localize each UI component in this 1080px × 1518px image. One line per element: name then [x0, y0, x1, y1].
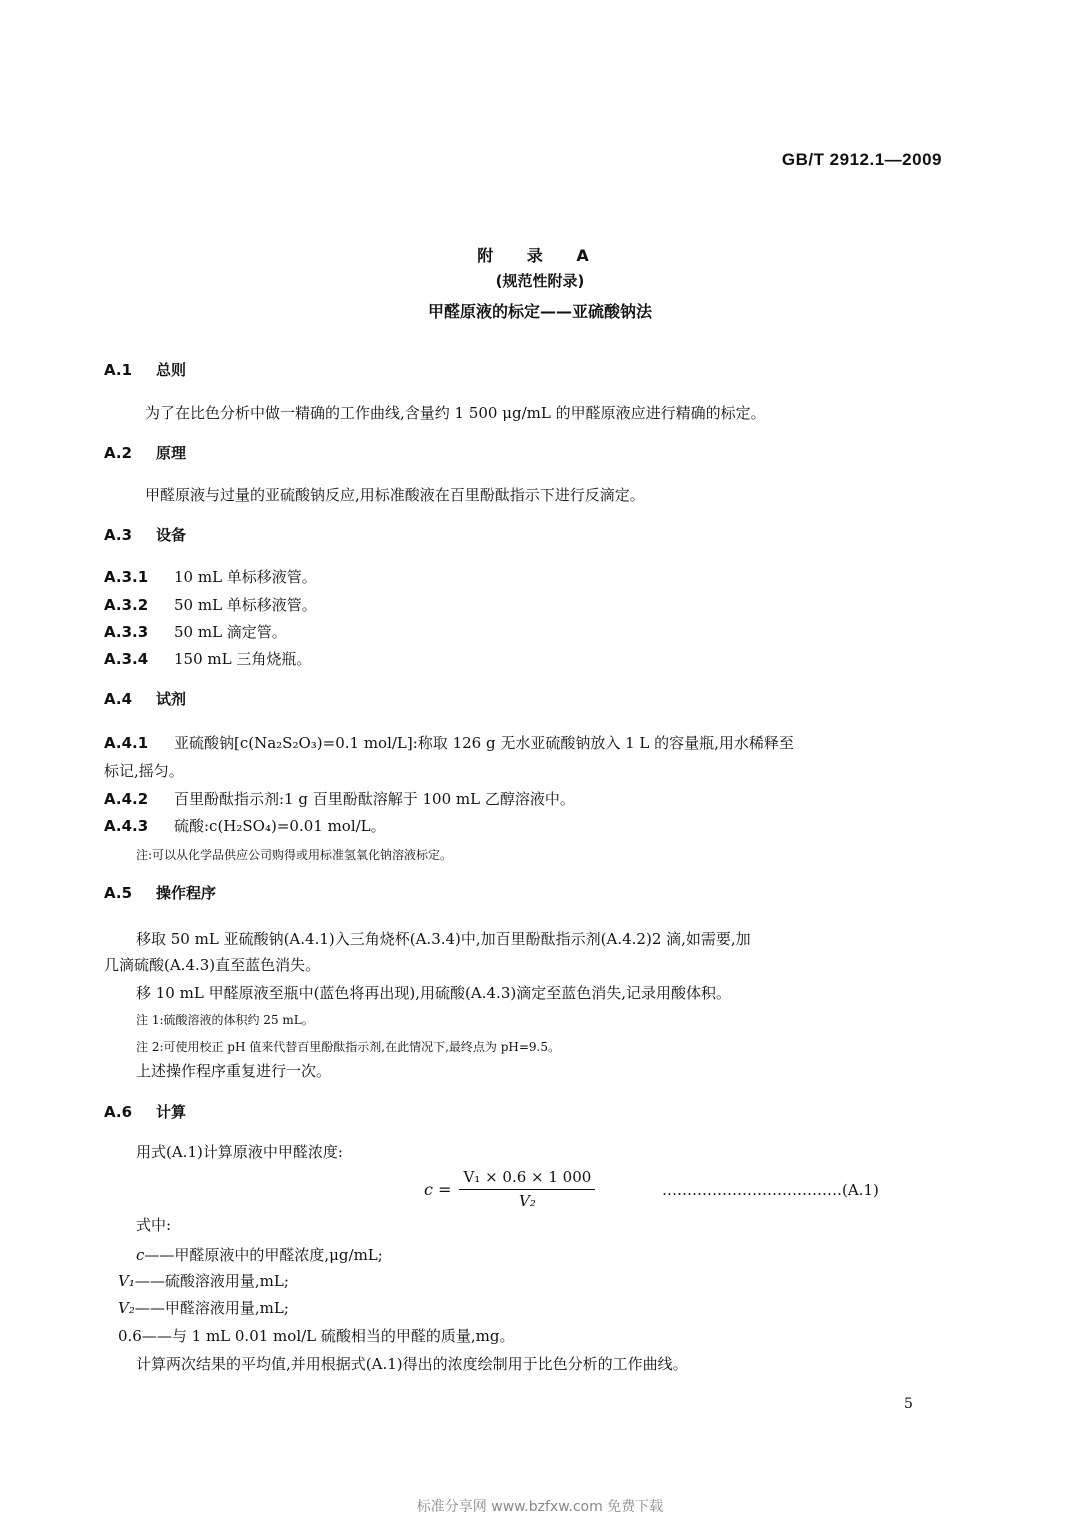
variable-symbol: V₁	[118, 1272, 135, 1290]
list-item	[104, 621, 287, 642]
item-text: 硫酸:c(H₂SO₄)=0.01 mol/L。	[174, 817, 386, 835]
section-number: A.2	[104, 444, 133, 462]
variable-description: ——甲醛原液中的甲醛浓度,μg/mL;	[144, 1246, 383, 1264]
variable-definition	[118, 1270, 289, 1291]
list-item	[104, 566, 317, 587]
procedure-note-1: 注 1:硫酸溶液的体积约 25 mL。	[136, 1013, 314, 1027]
item-text: 10 mL 单标移液管。	[174, 568, 317, 586]
section-number: A.4	[104, 690, 133, 708]
procedure-paragraph-1-cont: 几滴硫酸(A.4.3)直至蓝色消失。	[104, 956, 321, 974]
variable-description: ——与 1 mL 0.01 mol/L 硫酸相当的甲醛的质量,mg。	[141, 1327, 515, 1345]
formula-lhs: c =	[424, 1179, 452, 1199]
section-title: 总则	[156, 361, 187, 379]
section-title: 试剂	[156, 690, 187, 708]
section-number: A.3	[104, 526, 133, 544]
section-title: 操作程序	[156, 884, 217, 902]
variable-definition	[118, 1297, 289, 1318]
reagent-item-2	[104, 788, 575, 809]
section-a3-heading	[104, 524, 186, 545]
section-a4-heading	[104, 688, 186, 709]
reagent-note: 注:可以从化学品供应公司购得或用标准氢氧化钠溶液标定。	[136, 848, 453, 862]
formula-label	[662, 1181, 879, 1199]
item-number: A.3.2	[104, 596, 149, 614]
calculation-intro: 用式(A.1)计算原液中甲醛浓度:	[136, 1143, 343, 1161]
page-number: 5	[904, 1396, 913, 1412]
variable-definition	[118, 1325, 515, 1346]
item-number: A.4.2	[104, 790, 149, 808]
section-a5-heading	[104, 882, 216, 903]
section-a2-text: 甲醛原液与过量的亚硫酸钠反应,用标准酸液在百里酚酞指示下进行反滴定。	[145, 486, 645, 504]
variable-symbol: c	[136, 1246, 145, 1264]
variable-symbol: V₂	[118, 1299, 135, 1317]
section-a6-heading	[104, 1101, 186, 1122]
formula	[424, 1168, 595, 1210]
variable-description: ——硫酸溶液用量,mL;	[134, 1272, 289, 1290]
item-text: 50 mL 滴定管。	[174, 623, 287, 641]
formula-denominator: V₂	[518, 1192, 536, 1210]
section-title: 设备	[156, 526, 187, 544]
section-a1-text: 为了在比色分析中做一精确的工作曲线,含量约 1 500 μg/mL 的甲醛原液应进行精确的标定。	[145, 404, 766, 422]
procedure-paragraph-3: 上述操作程序重复进行一次。	[136, 1062, 332, 1080]
reagent-item-1-cont: 标记,摇匀。	[104, 762, 184, 780]
procedure-note-2: 注 2:可使用校正 pH 值来代替百里酚酞指示剂,在此情况下,最终点为 pH=9.5。	[136, 1040, 560, 1054]
item-number: A.4.1	[104, 734, 149, 752]
item-number: A.4.3	[104, 817, 149, 835]
calculation-conclusion: 计算两次结果的平均值,并用根据式(A.1)得出的浓度绘制用于比色分析的工作曲线。	[136, 1355, 688, 1373]
section-number: A.6	[104, 1103, 133, 1121]
item-text: 50 mL 单标移液管。	[174, 596, 317, 614]
item-number: A.3.4	[104, 650, 149, 668]
procedure-paragraph-2: 移 10 mL 甲醛原液至瓶中(蓝色将再出现),用硫酸(A.4.3)滴定至蓝色消失,记录用酸体积。	[136, 984, 731, 1002]
section-number: A.5	[104, 884, 133, 902]
item-text: 150 mL 三角烧瓶。	[174, 650, 312, 668]
section-a1-heading	[104, 359, 186, 380]
formula-fraction	[459, 1168, 595, 1210]
item-number: A.3.1	[104, 568, 149, 586]
standard-number: GB/T 2912.1—2009	[781, 150, 942, 169]
appendix-heading: 甲醛原液的标定——亚硫酸钠法	[427, 302, 652, 321]
footer-watermark: 标准分享网 www.bzfxw.com 免费下载	[416, 1499, 664, 1515]
formula-number: (A.1)	[842, 1181, 879, 1199]
procedure-paragraph-1: 移取 50 mL 亚硫酸钠(A.4.1)入三角烧杯(A.3.4)中,加百里酚酞指示剂(A.4.2)2 滴,如需要,加	[136, 930, 751, 948]
section-title: 原理	[156, 444, 187, 462]
section-number: A.1	[104, 361, 133, 379]
variable-definition	[136, 1244, 383, 1265]
list-item	[104, 648, 311, 669]
item-text: 百里酚酞指示剂:1 g 百里酚酞溶解于 100 mL 乙醇溶液中。	[174, 790, 575, 808]
where-label: 式中:	[136, 1216, 172, 1234]
section-title: 计算	[156, 1103, 187, 1121]
reagent-item-1	[104, 732, 794, 753]
appendix-title: 附 录 A	[477, 246, 603, 265]
appendix-subtitle: (规范性附录)	[495, 272, 585, 290]
reagent-item-3	[104, 815, 386, 836]
item-text: 亚硫酸钠[c(Na₂S₂O₃)=0.1 mol/L]:称取 126 g 无水亚硫酸钠放入 1 L 的容量瓶,用水稀释至	[174, 734, 794, 752]
section-a2-heading	[104, 442, 186, 463]
variable-symbol: 0.6	[118, 1327, 142, 1345]
formula-numerator: V₁ × 0.6 × 1 000	[459, 1168, 595, 1190]
item-number: A.3.3	[104, 623, 149, 641]
formula-leader-dots: ………………………………	[662, 1181, 842, 1199]
list-item	[104, 594, 317, 615]
variable-description: ——甲醛溶液用量,mL;	[134, 1299, 289, 1317]
